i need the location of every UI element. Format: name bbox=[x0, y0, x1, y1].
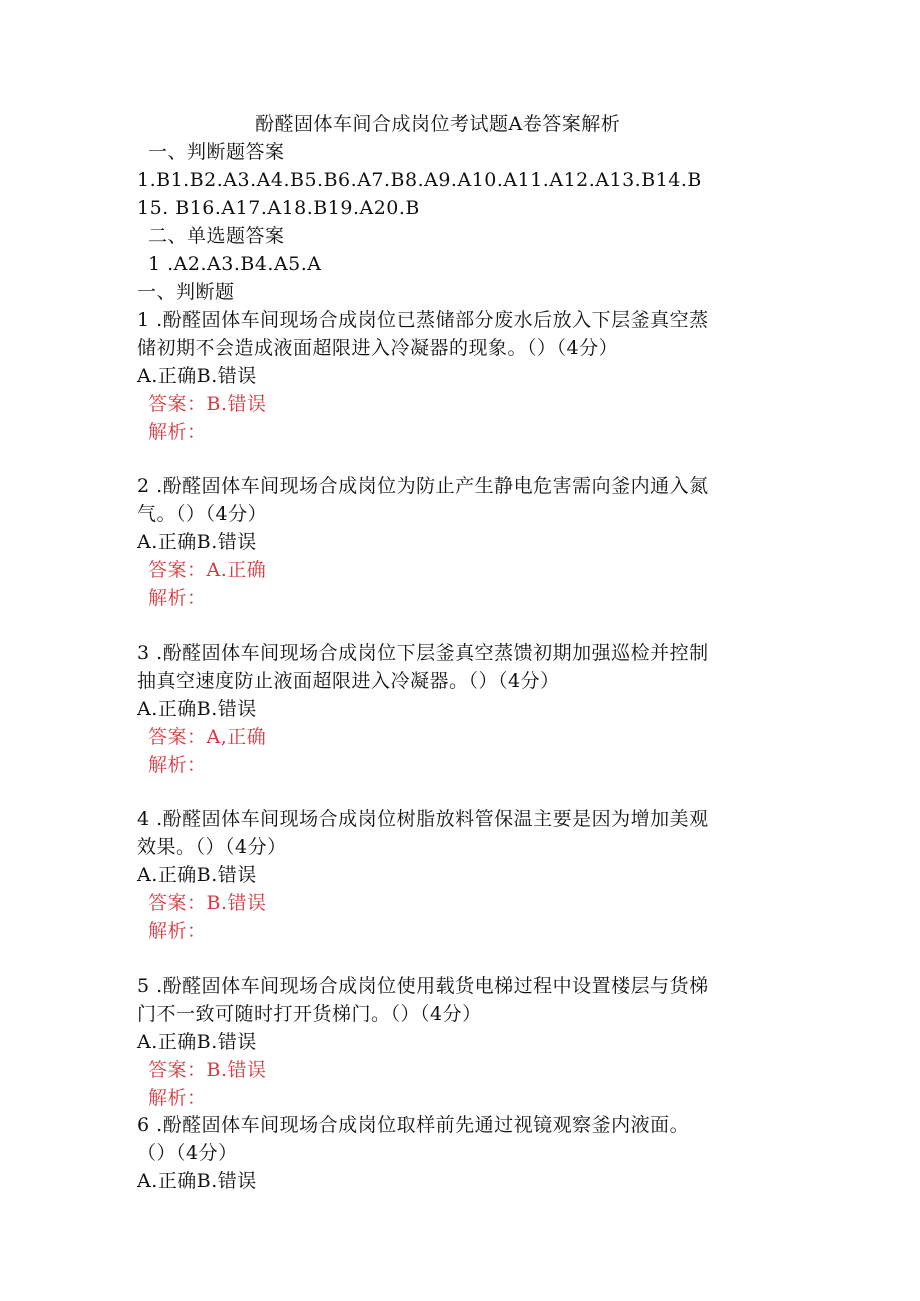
question-5-analysis: 解析： bbox=[148, 1087, 207, 1109]
question-2-options: A.正确B.错误 bbox=[137, 531, 257, 553]
question-4-line-1: 4 .酚醛固体车间现场合成岗位树脂放料管保温主要是因为增加美观 bbox=[137, 808, 709, 830]
question-2-analysis: 解析： bbox=[148, 587, 207, 609]
question-1-answer: 答案：B.错误 bbox=[148, 393, 267, 415]
question-4-line-2: 效果。（）（4分） bbox=[137, 836, 287, 858]
question-1-line-2: 储初期不会造成液面超限进入冷凝器的现象。（）（4分） bbox=[137, 337, 619, 359]
question-6-options: A.正确B.错误 bbox=[137, 1170, 257, 1192]
page-title: 酚醛固体车间合成岗位考试题A卷答案解析 bbox=[255, 113, 621, 135]
question-3-analysis: 解析： bbox=[148, 754, 207, 776]
question-5-line-2: 门不一致可随时打开货梯门。（）（4分） bbox=[137, 1003, 482, 1025]
sc-answer-heading: 二、单选题答案 bbox=[148, 225, 285, 247]
question-2-line-1: 2 .酚醛固体车间现场合成岗位为防止产生静电危害需向釜内通入氮 bbox=[137, 475, 709, 497]
tf-answer-heading: 一、判断题答案 bbox=[148, 141, 285, 163]
tf-answer-line-1: 1.B1.B2.A3.A4.B5.B6.A7.B8.A9.A10.A11.A12.A13.B14.B bbox=[137, 169, 702, 191]
section-heading: 一、判断题 bbox=[137, 281, 235, 303]
question-2-answer: 答案：A.正确 bbox=[148, 559, 267, 581]
question-3-answer: 答案：A,正确 bbox=[148, 726, 267, 748]
sc-answer-line-1: 1 .A2.A3.B4.A5.A bbox=[148, 253, 322, 275]
question-1-options: A.正确B.错误 bbox=[137, 365, 257, 387]
question-5-line-1: 5 .酚醛固体车间现场合成岗位使用载货电梯过程中设置楼层与货梯 bbox=[137, 975, 709, 997]
question-3-line-1: 3 .酚醛固体车间现场合成岗位下层釜真空蒸馈初期加强巡检并控制 bbox=[137, 642, 709, 664]
question-6-line-1: 6 .酚醛固体车间现场合成岗位取样前先通过视镜观察釜内液面。 bbox=[137, 1114, 690, 1136]
question-5-options: A.正确B.错误 bbox=[137, 1031, 257, 1053]
question-2-line-2: 气。（）（4分） bbox=[137, 503, 268, 525]
question-6-line-2: （）（4分） bbox=[137, 1142, 238, 1164]
question-1-line-1: 1 .酚醛固体车间现场合成岗位已蒸储部分废水后放入下层釜真空蒸 bbox=[137, 309, 709, 331]
tf-answer-line-2: 15. B16.A17.A18.B19.A20.B bbox=[137, 197, 420, 219]
question-1-analysis: 解析： bbox=[148, 421, 207, 443]
question-3-line-2: 抽真空速度防止液面超限进入冷凝器。（）（4分） bbox=[137, 670, 560, 692]
question-4-answer: 答案：B.错误 bbox=[148, 892, 267, 914]
question-4-options: A.正确B.错误 bbox=[137, 864, 257, 886]
question-3-options: A.正确B.错误 bbox=[137, 698, 257, 720]
question-4-analysis: 解析： bbox=[148, 920, 207, 942]
question-5-answer: 答案：B.错误 bbox=[148, 1059, 267, 1081]
